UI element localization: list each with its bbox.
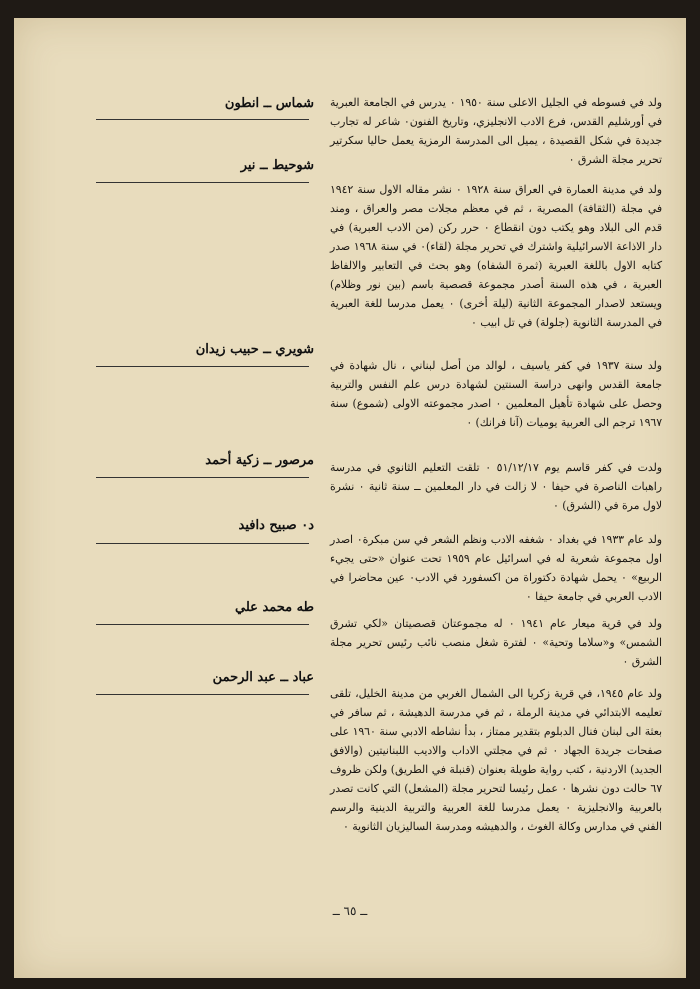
entry-bio: ولدت في كفر قاسم يوم ٥١/١٢/١٧ ۰ تلقت التعليم الثانوي في مدرسة راهبات الناصرة في حيفا ۰ لا زالت في دار المعلمين ــ سنة ثانية ۰ نشرة لاول مرة في (الشرق) ۰ <box>330 461 663 512</box>
entry-name: مرصور ــ زكية أحمد <box>205 453 314 468</box>
entry-bio: ولد في فسوطه في الجليل الاعلى سنة ١٩٥٠ ۰ يدرس في الجامعة العبرية في أورشليم القدس، فرع الادب الانجليزي، وتاريخ الفنون۰ شاعر له تجارب جديدة في شكل القصيدة ، يميل الى المدرسة الرمزية يعمل حاليا سكرتير تحرير مجلة الشرق ۰ <box>330 96 663 166</box>
entry-name: شماس ــ انطون <box>224 96 314 111</box>
entry-name: شويري ــ حبيب زيدان <box>195 342 314 357</box>
name-underline <box>96 119 309 120</box>
name-underline <box>96 543 309 544</box>
entry-name: طه محمد علي <box>235 600 314 615</box>
entry-bio: ولد عام ١٩٤٥، في قرية زكريا الى الشمال الغربي من مدينة الخليل، تلقى تعليمه الابتدائي في مدينة الرملة ، ثم في مدرسة الدهيشة ، ثم سافر في بعثة الى لبنان فنال الدبلوم بتقدير ممتاز ، بدأ نشاطه الادبي سنة ١٩٦٠ على صفحات جريدة الجهاد ۰ ثم في مجلتي الاداب والاديب اللبنانيتين (والافق الجديد) الاردنية ، كتب رواية طويلة بعنوان (قنبلة في الطريق) ولكن ظروف ٦٧ حالت دون نشرها ۰ عمل رئيسا لتحرير مجلة (المشعل) التي كانت تصدر بالعربية والانجليزية ۰ يعمل مدرسا للغة العربية والتربية الدينية والرسم الفني في مدارس وكالة الغوث ، والدهيشه ومدرسة الساليزيان الثانوية ۰ <box>330 687 663 833</box>
entry-bio: ولد سنة ١٩٣٧ في كفر ياسيف ، لوالد من أصل لبناني ، نال شهادة في جامعة القدس وانهى دراسة السنتين لشهادة درس علم النفس والتربية وحصل على شهادة تأهيل المعلمين ۰ اصدر مجموعته الاولى (شموع) سنة ١٩٦٧ ترجم الى العربية يوميات (آنا فرانك) ۰ <box>330 359 662 429</box>
name-underline <box>96 366 309 367</box>
entry-bio: ولد في قرية ميعار عام ١٩٤١ ۰ له مجموعتان قصصيتان «لكي تشرق الشمس» و«سلاما وتحية» ۰ لفترة شغل منصب نائب رئيس تحرير مجلة الشرق ۰ <box>330 617 662 668</box>
entry-bio: ولد عام ١٩٣٣ في بغداد ۰ شغفه الادب ونظم الشعر في سن مبكرة۰ اصدر اول مجموعة شعرية له في اسرائيل عام ١٩٥٩ تحت عنوان «حتى يجيء الربيع» ۰ يحمل شهادة دكتوراة من اكسفورد في الادب۰ عين محاضرا في الادب العربي في جامعة حيفا ۰ <box>330 533 663 603</box>
document-page <box>14 18 686 978</box>
name-underline <box>96 624 309 625</box>
entry-bio: ولد في مدينة العمارة في العراق سنة ١٩٢٨ ۰ نشر مقاله الاول سنة ١٩٤٢ في مجلة (الثقافة) المصرية ، ثم في معظم مجلات مصر والعراق ، ومند قدم الى البلاد وهو يكتب دون انقطاع ۰ حرر ركن (من الادب العبرية) في دار الاذاعة الاسرائيلية واشترك في تحرير مجلة (لقاء)۰ في سنة ١٩٦٨ صدر كتابه الاول باللغة العبرية (ثمرة الشفاه) وهو بحث في التعابير والالفاظ العبرية ، في هذه السنة أصدر مجموعة قصصية باسم (بين نور وظلام) ويستعد لاصدار المجموعة الثانية (ليلة أخرى) ۰ يعمل مدرسا للغة العبرية في المدرسة الثانوية (جلولة) في تل ابيب ۰ <box>330 183 663 329</box>
entry-name: د۰ صبيح دافيد <box>238 518 314 533</box>
entry-name: شوحيط ــ نير <box>240 158 314 173</box>
name-underline <box>96 477 309 478</box>
entry-name: عباد ــ عبد الرحمن <box>212 670 314 685</box>
page-number: ــ ٦٥ ــ <box>332 904 368 918</box>
name-underline <box>96 694 309 695</box>
name-underline <box>96 182 309 183</box>
